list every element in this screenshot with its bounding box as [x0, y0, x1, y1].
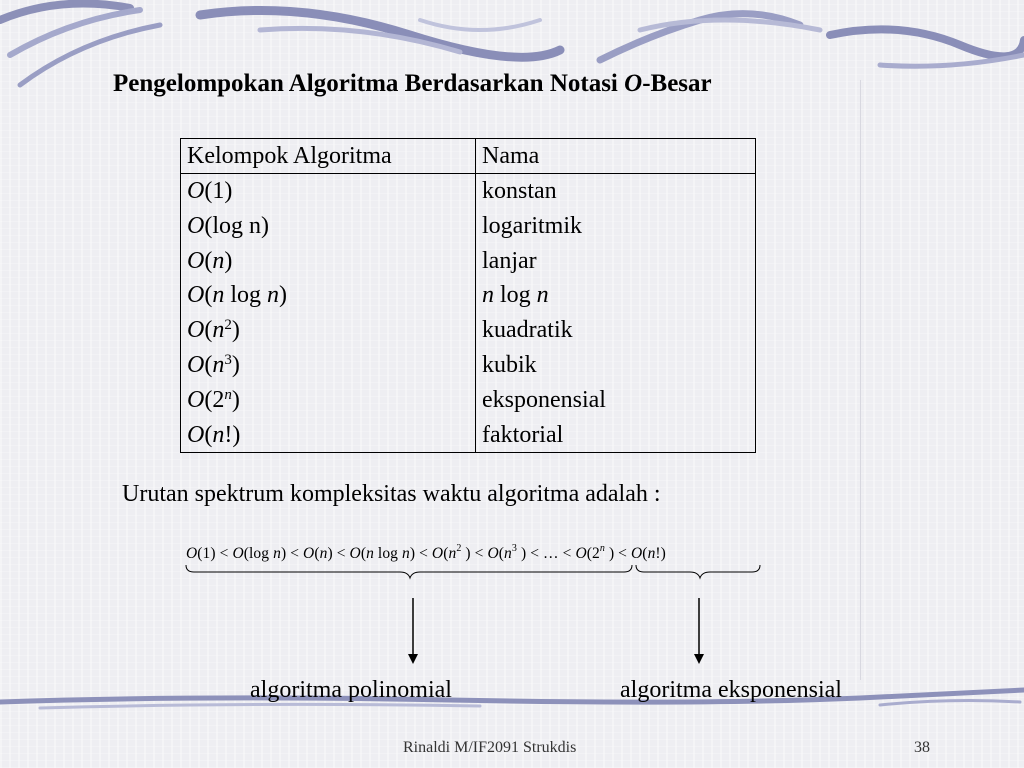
nama-italic2: n — [536, 282, 549, 309]
decorative-swoosh-bottom — [0, 680, 1024, 720]
exponential-label: algoritma eksponensial — [620, 677, 842, 703]
slide-footer: Rinaldi M/IF2091 Strukdis — [403, 739, 577, 756]
o-symbol: O — [187, 282, 205, 309]
kelompok-cell — [181, 174, 476, 453]
nama-eksponensial: eksponensial — [482, 386, 606, 413]
arg: ( — [204, 247, 213, 274]
spectrum-label: Urutan spektrum kompleksitas waktu algoritma adalah : — [122, 481, 661, 507]
arg: ( — [204, 282, 213, 309]
kelompok-ologn — [187, 209, 469, 244]
kelompok-on2 — [187, 313, 469, 348]
arg-mid: log — [224, 282, 268, 309]
slide-title — [113, 70, 712, 98]
title-italic: O — [624, 70, 643, 97]
arg-italic: n — [212, 247, 225, 274]
nama-kuadratik: kuadratik — [482, 317, 573, 344]
arg-italic2: n — [267, 282, 280, 309]
o-symbol: O — [187, 178, 205, 204]
exponent: 3 — [224, 351, 232, 368]
arg: (2 — [204, 386, 225, 413]
exponent: n — [224, 386, 232, 403]
kelompok-on — [187, 244, 469, 279]
arg: ( — [204, 317, 213, 344]
o-symbol: O — [187, 421, 205, 448]
nama-cell — [476, 174, 756, 453]
brace-and-arrows — [0, 560, 1024, 670]
arg-close: ) — [224, 247, 233, 274]
nama-nlogn — [482, 278, 749, 313]
kelompok-o1 — [187, 174, 469, 209]
nama-lanjar: lanjar — [482, 247, 537, 274]
arg-italic: n — [212, 282, 225, 309]
arg-close: ) — [231, 351, 240, 378]
header-kelompok: Kelompok Algoritma — [181, 139, 476, 174]
o-symbol: O — [187, 212, 205, 239]
arg-italic: n — [212, 421, 225, 448]
arg-close: ) — [279, 282, 288, 309]
polynomial-label: algoritma polinomial — [250, 677, 452, 703]
complexity-table — [180, 138, 756, 453]
arg-italic: n — [212, 317, 225, 344]
o-symbol: O — [187, 317, 205, 344]
arg-close: !) — [224, 421, 241, 448]
kelompok-on3 — [187, 348, 469, 383]
title-prefix: Pengelompokan Algoritma Berdasarkan Notasi — [113, 70, 625, 97]
exponent: 2 — [224, 316, 232, 333]
arg: (log n) — [204, 212, 269, 239]
arg-close: ) — [231, 317, 240, 344]
o-symbol: O — [187, 386, 205, 413]
nama-faktorial: faktorial — [482, 421, 564, 448]
kelompok-onfact — [187, 418, 469, 453]
o-symbol: O — [187, 247, 205, 274]
nama-logaritmik: logaritmik — [482, 212, 582, 239]
page-number: 38 — [914, 739, 930, 756]
nama-kubik: kubik — [482, 351, 537, 378]
arg: (1) — [204, 178, 233, 204]
o-symbol: O — [187, 351, 205, 378]
arg-italic: n — [212, 351, 225, 378]
kelompok-onlogn — [187, 278, 469, 313]
nama-italic: n — [482, 282, 494, 309]
nama-mid: log — [494, 282, 537, 309]
arg: ( — [204, 421, 213, 448]
complexity-ordering-formula: O(1) < O(log n) < O(n) < O(n $\log n) < O(n^2$ ) < $O(n^3$ ) < … < $O(2^n$ ) < O(n!) — [186, 543, 666, 562]
table-header-row — [181, 139, 756, 174]
header-nama: Nama — [476, 139, 756, 174]
kelompok-o2n — [187, 383, 469, 418]
title-suffix: -Besar — [642, 70, 712, 97]
arg-close: ) — [231, 386, 240, 413]
nama-konstan: konstan — [482, 178, 557, 204]
arg: ( — [204, 351, 213, 378]
table-row — [181, 174, 756, 453]
